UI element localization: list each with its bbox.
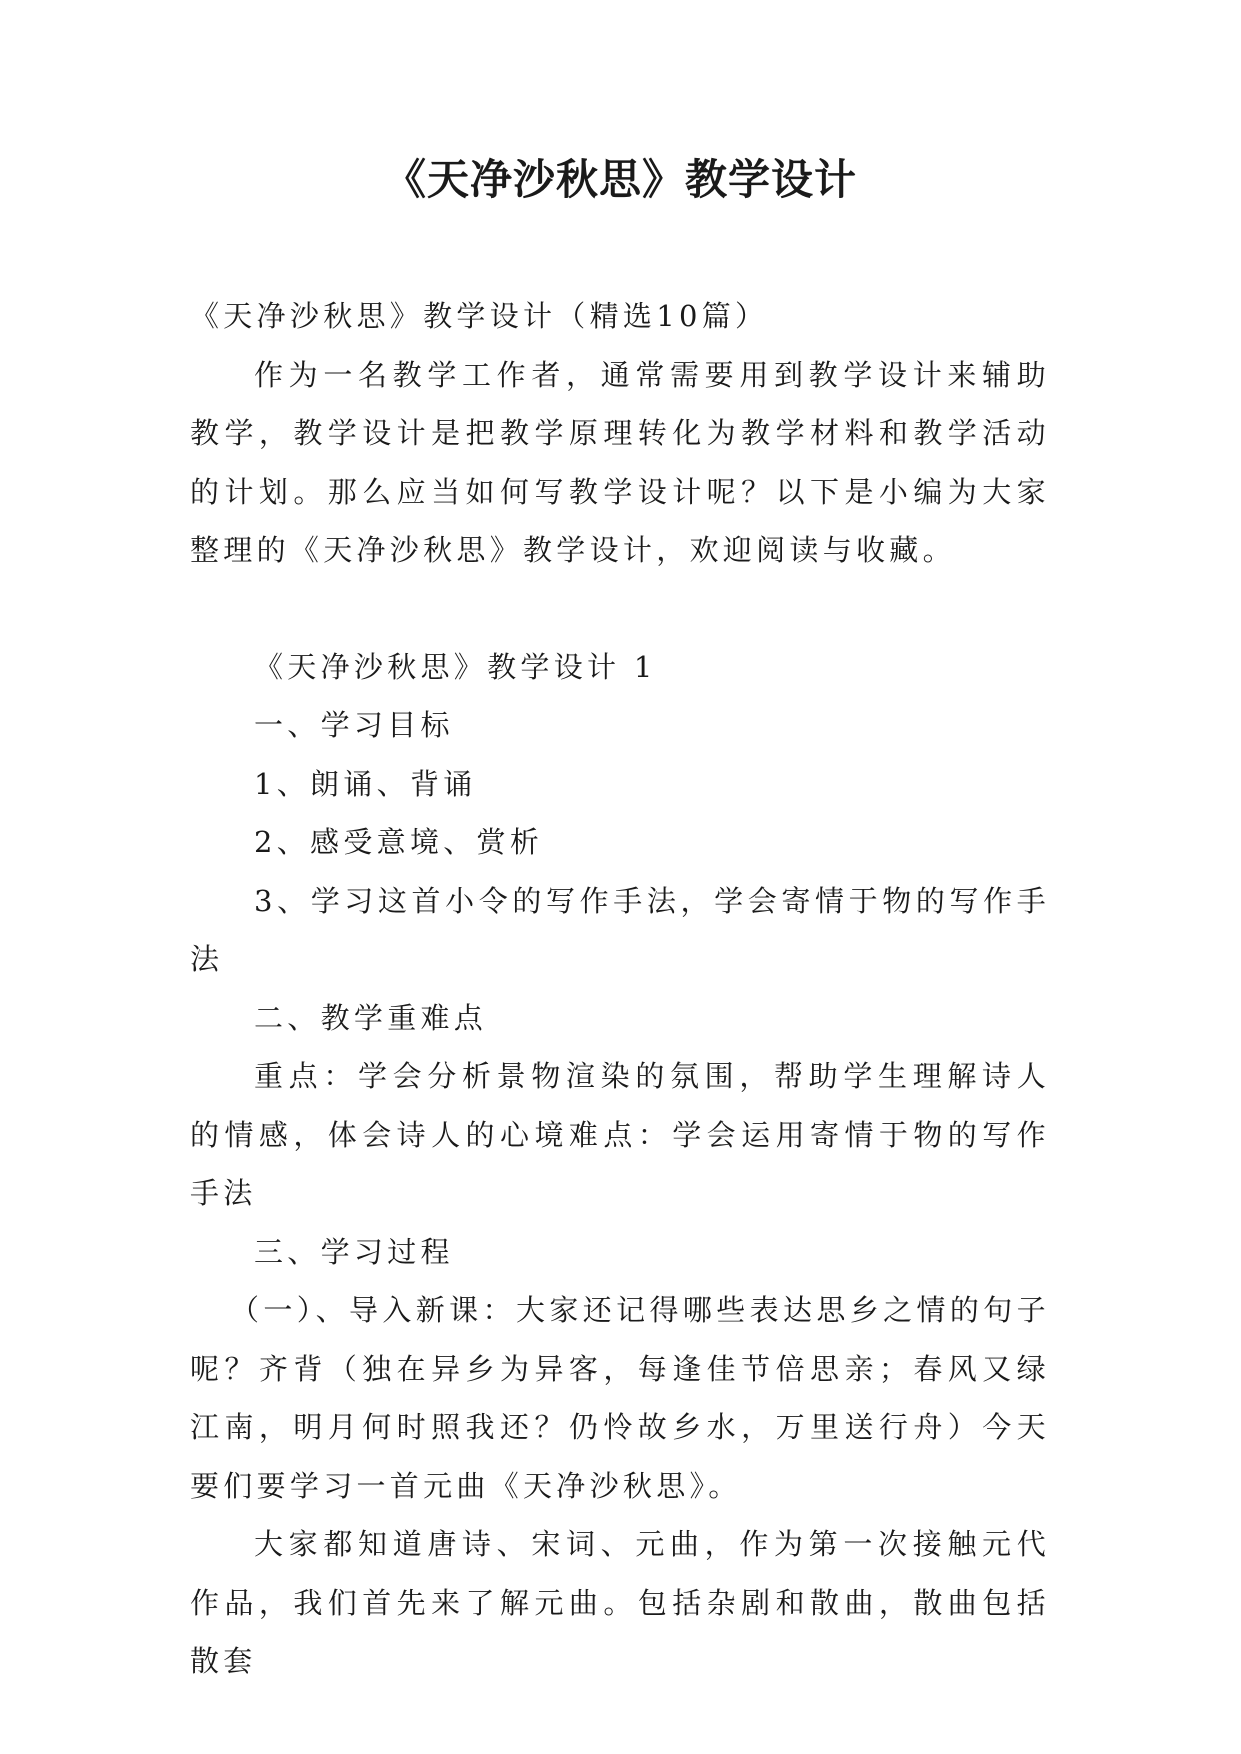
goal-item-1: 1、朗诵、背诵 xyxy=(254,766,477,801)
process-intro-paragraph: （一）、导入新课：大家还记得哪些表达思乡之情的句子呢？齐背（独在异乡为异客，每逢佳节倍思亲；春风又绿江南，明月何时照我还？仍怜故乡水，万里送行舟）今天要们要学习一首元曲《天净沙秋思》。 xyxy=(190,1293,1050,1503)
yuanqu-paragraph: 大家都知道唐诗、宋词、元曲，作为第一次接触元代作品，我们首先来了解元曲。包括杂剧和散曲，散曲包括散套 xyxy=(190,1527,1050,1678)
intro-paragraph: 作为一名教学工作者，通常需要用到教学设计来辅助教学，教学设计是把教学原理转化为教学材料和教学活动的计划。那么应当如何写教学设计呢？以下是小编为大家整理的《天净沙秋思》教学设计，欢迎阅读与收藏。 xyxy=(190,357,1050,567)
difficulty-heading: 二、教学重难点 xyxy=(254,1000,488,1035)
document-subtitle: 《天净沙秋思》教学设计（精选10篇） xyxy=(190,299,769,333)
goal-item-3: 3、学习这首小令的写作手法，学会寄情于物的写作手法 xyxy=(190,883,1050,976)
process-heading: 三、学习过程 xyxy=(254,1234,454,1269)
goals-heading: 一、学习目标 xyxy=(254,708,454,742)
difficulty-paragraph: 重点：学会分析景物渲染的氛围，帮助学生理解诗人的情感，体会诗人的心境难点：学会运用寄情于物的写作手法 xyxy=(190,1059,1050,1210)
goal-item-2: 2、感受意境、赏析 xyxy=(254,825,544,859)
document-body xyxy=(190,287,1050,1691)
paragraph-spacer xyxy=(190,580,1050,638)
section-heading: 《天净沙秋思》教学设计 1 xyxy=(254,649,657,684)
document-title: 《天净沙秋思》教学设计 xyxy=(383,155,857,204)
